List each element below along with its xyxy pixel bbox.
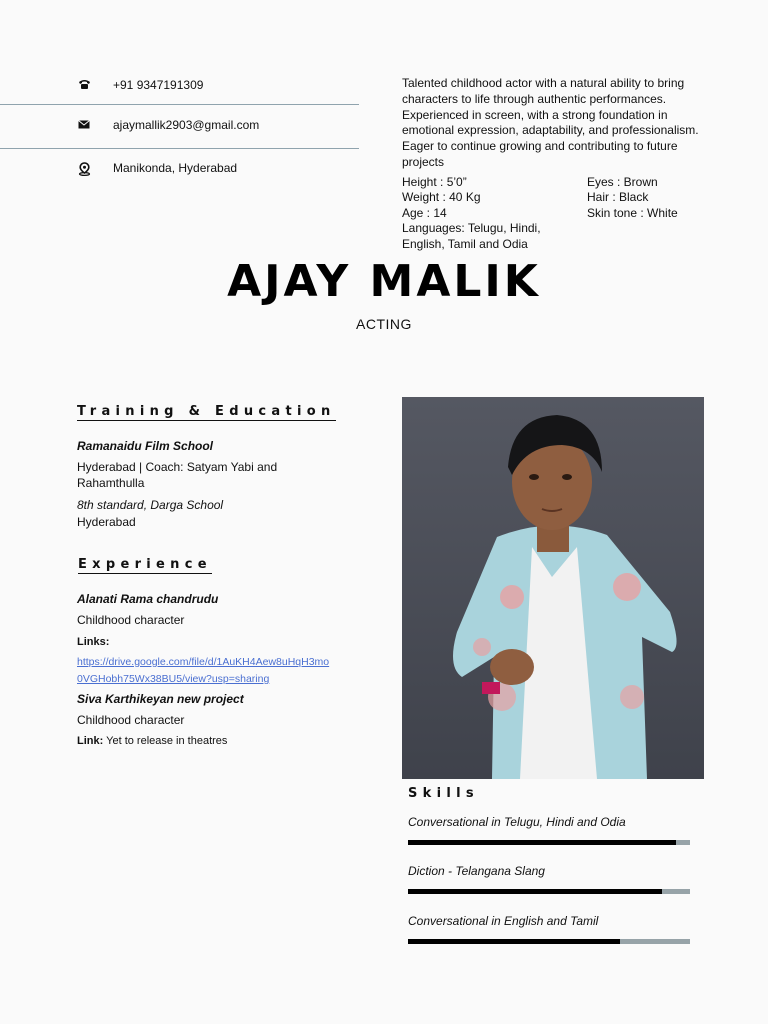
project2-title: Siva Karthikeyan new project: [77, 692, 244, 706]
project1-role: Childhood character: [77, 613, 185, 627]
standard-info: 8th standard, Darga School: [77, 498, 224, 512]
phone-icon: [76, 76, 92, 92]
contact-email: [0, 106, 359, 146]
skill-bar-fill: [408, 939, 620, 944]
attr-languages-2: English, Tamil and Odia: [402, 237, 528, 251]
school-detail: Hyderabad | Coach: Satyam Yabi and Rahamthulla: [77, 460, 278, 490]
links-label: Links:: [77, 636, 110, 648]
location-text: Manikonda, Hyderabad: [113, 161, 238, 175]
attr-hair: Hair : Black: [587, 190, 649, 204]
release-link-row: [77, 735, 227, 747]
link-label: Link:: [77, 735, 104, 747]
attr-skin-tone: Skin tone : White: [587, 206, 678, 220]
person-name: AJAY MALIK: [227, 256, 541, 307]
contact-location: [0, 150, 359, 190]
email-link[interactable]: ajaymallik2903@gmail.com: [113, 118, 260, 132]
contact-divider: [0, 148, 359, 149]
skill-bar-fill: [408, 840, 676, 845]
skill-label: Conversational in Telugu, Hindi and Odia: [408, 815, 626, 829]
contact-phone: [0, 66, 359, 106]
skill-bar: [408, 889, 690, 894]
attr-weight: Weight : 40 Kg: [402, 190, 481, 204]
project1-title: Alanati Rama chandrudu: [77, 592, 219, 606]
profession-subtitle: ACTING: [356, 316, 412, 332]
skill-bar-fill: [408, 889, 662, 894]
standard-city: Hyderabad: [77, 515, 136, 529]
skill-label: Diction - Telangana Slang: [408, 864, 545, 878]
attr-eyes: Eyes : Brown: [587, 175, 658, 189]
skill-label: Conversational in English and Tamil: [408, 914, 599, 928]
mail-icon: [76, 116, 92, 132]
school-name: Ramanaidu Film School: [77, 439, 214, 453]
experience-heading: Experience: [78, 557, 212, 572]
drive-link-line1[interactable]: https://drive.google.com/file/d/1AuKH4Aew8uHqH3mo: [77, 656, 330, 668]
location-pin-icon: [76, 161, 92, 177]
attr-height: Height : 5’0”: [402, 175, 467, 189]
attr-languages-1: Languages: Telugu, Hindi,: [402, 221, 541, 235]
skill-bar: [408, 840, 690, 845]
skills-heading: Skills: [408, 786, 479, 801]
contact-divider: [0, 104, 359, 105]
phone-number: +91 9347191309: [113, 78, 204, 92]
project2-role: Childhood character: [77, 713, 185, 727]
release-status: Yet to release in theatres: [106, 735, 228, 747]
skill-bar: [408, 939, 690, 944]
attr-age: Age : 14: [402, 206, 447, 220]
profile-photo: [402, 397, 704, 779]
drive-link-line2[interactable]: 0VGHobh75Wx38BU5/view?usp=sharing: [77, 673, 270, 685]
training-heading: Training & Education: [77, 404, 336, 419]
profile-summary: Talented childhood actor with a natural ability to bring characters to life through authentic performances. Experienced in screen, with a strong foundation in emotional expression, adaptability, and professionalism. Eager to continue growing and contributing to future projects: [402, 76, 699, 169]
